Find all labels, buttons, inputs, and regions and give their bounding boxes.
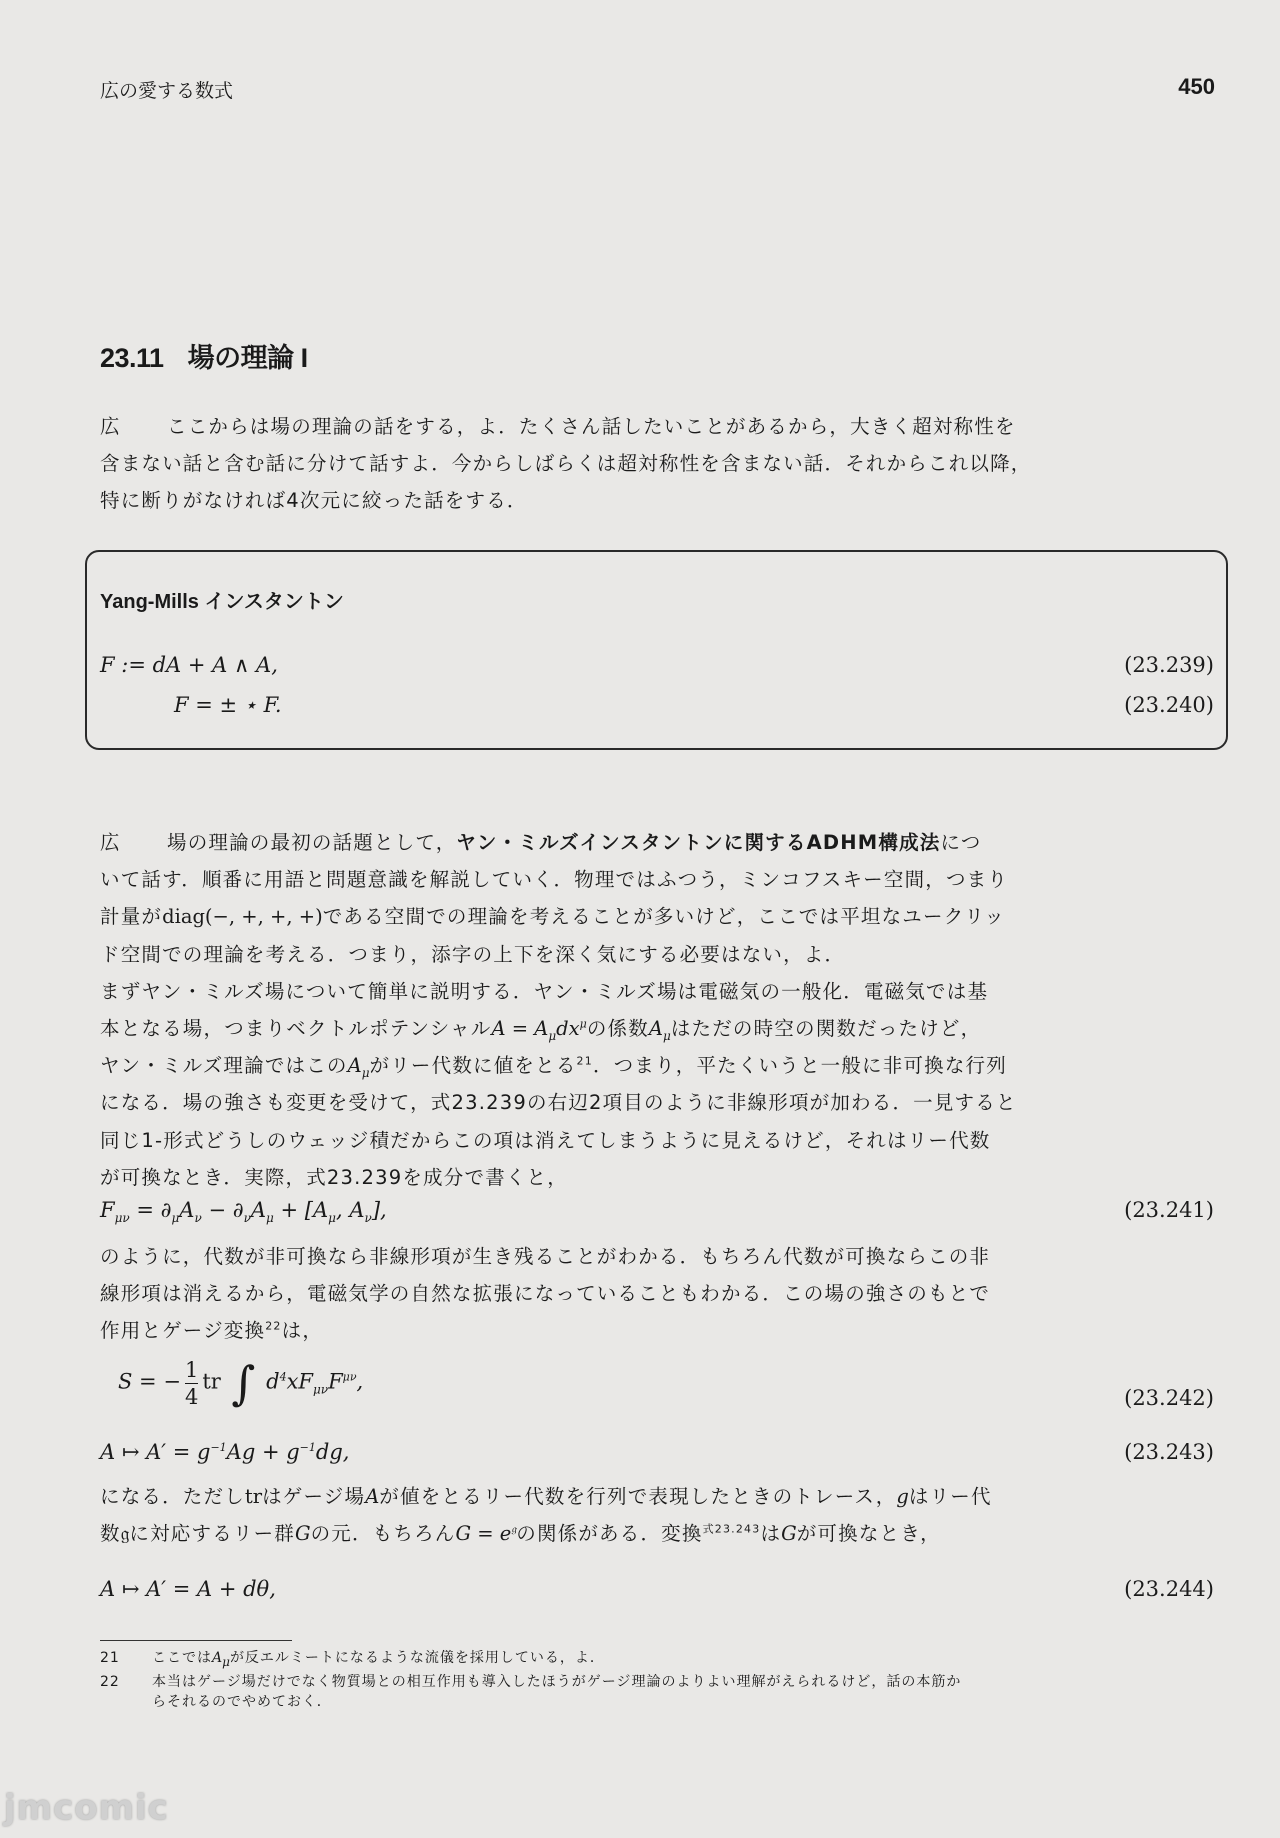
body-line-13: 作用とゲージ変換$^{22}$は， xyxy=(100,1319,324,1343)
section-title: 場の理論 I xyxy=(187,343,308,373)
intro-line-1: 広 ここからは場の理論の話をする，よ．たくさん話したいことがあるから，大きく超対称性を xyxy=(100,408,1030,445)
body-line-12: 線形項は消えるから，電磁気学の自然な拡張になっていることもわかる．この場の強さのもとで xyxy=(100,1282,991,1306)
equation-23-239: F := dA + A ∧ A, xyxy=(100,653,278,677)
section-number: 23.11 xyxy=(100,343,164,373)
equation-number-23-241: (23.241) xyxy=(1124,1198,1214,1222)
body-paragraph-2 xyxy=(100,1238,1030,1350)
watermark-logo: jmcomic xyxy=(4,1788,169,1828)
equation-23-241: $F_{\mu\nu} = \partial_\mu A_\nu - \partial_\nu A_\mu + [A_\mu$, $A_\nu$], xyxy=(100,1198,387,1226)
body-paragraph-3 xyxy=(100,1478,1030,1552)
footnote-ref-21[interactable]: 21 xyxy=(576,1054,593,1068)
body-line-9: 同じ1-形式どうしのウェッジ積だからこの項は消えてしまうように見えるけど，それはリー代数 xyxy=(100,1128,991,1152)
body-line-8: になる．場の強さも変更を受けて，式23.239の右辺2項目のように非線形項が加わる．一見すると xyxy=(100,1091,1017,1115)
equation-23-242: S = − $\frac{1}{4}$ tr ∫ $d^4xF_{\mu\nu}F^{\mu\nu}$, xyxy=(118,1356,364,1410)
adhm-emphasis: ヤン・ミルズインスタントンに関するADHM構成法 xyxy=(456,831,941,854)
equation-23-240: F = ± ⋆ F. xyxy=(174,693,282,717)
body-line-7: ヤン・ミルズ理論ではこの$A_\mu$がリー代数に値をとる$^{21}$．つまり，平たくいうと一般に非可換な行列 xyxy=(100,1054,1007,1081)
section-heading xyxy=(100,336,308,375)
page-number: 450 xyxy=(1178,74,1215,99)
body-line-2: いて話す．順番に用語と問題意識を解説していく．物理ではふつう，ミンコフスキー空間，つまり xyxy=(100,868,1009,892)
body-line-5: まずヤン・ミルズ場について簡単に説明する．ヤン・ミルズ場は電磁気の一般化．電磁気では基 xyxy=(100,979,989,1003)
body-line-1: 広 場の理論の最初の話題として，ヤン・ミルズインスタントンに関するADHM構成法につ xyxy=(100,824,1030,861)
footnote-22: 22 本当はゲージ場だけでなく物質場との相互作用も導入したほうがゲージ理論のよりよい理解がえられるけど，話の本筋か らそれるのでやめておく． xyxy=(100,1674,962,1710)
footnote-21: 21 ここでは$A_\mu$が反エルミートになるような流儀を採用している，よ． xyxy=(100,1650,605,1669)
body-line-6: 本となる場，つまりベクトルポテンシャル$A = A_\mu dx^\mu$の係数$A_\mu$はただの時空の関数だったけど， xyxy=(100,1017,982,1043)
running-title: 広の愛する数式 xyxy=(100,80,234,102)
equation-23-243: A ↦ $A' = g^{-1}Ag + g^{-1}dg$, xyxy=(100,1440,350,1464)
equation-number-23-240: (23.240) xyxy=(1124,693,1214,717)
body-line-11: のように，代数が非可換なら非線形項が生き残ることがわかる．もちろん代数が可換ならこの非 xyxy=(100,1245,991,1268)
equation-number-23-244: (23.244) xyxy=(1124,1577,1214,1601)
equation-ref-23-243[interactable]: 式23.243 xyxy=(702,1522,761,1536)
math-vector-potential: $A = A_\mu dx^\mu$ xyxy=(491,1017,587,1043)
body-line-14: になる．ただしtrはゲージ場Aが値をとるリー代数を行列で表現したときのトレース，gはリー代 xyxy=(100,1485,992,1508)
intro-line-2: 含まない話と含む話に分けて話すよ．今からしばらくは超対称性を含まない話．それからこれ以降， xyxy=(100,452,1032,476)
footnote-ref-22[interactable]: 22 xyxy=(265,1319,282,1333)
speaker-label: 広 xyxy=(100,415,121,438)
equation-number-23-242: (23.242) xyxy=(1124,1386,1214,1410)
intro-paragraph xyxy=(100,408,1030,520)
body-line-10: が可換なとき．実際，式23.239を成分で書くと， xyxy=(100,1165,568,1189)
body-line-4: ド空間での理論を考える．つまり，添字の上下を深く気にする必要はない，よ． xyxy=(100,942,846,966)
speaker-label: 広 xyxy=(100,831,121,854)
equation-23-244: A ↦ A′ = A + dθ, xyxy=(100,1577,276,1601)
body-line-3: 計量がdiag(−, +, +, +)である空間での理論を考えることが多いけど，ここでは平坦なユークリッ xyxy=(100,905,1006,929)
box-title: Yang-Mills インスタントン xyxy=(100,591,344,613)
equation-number-23-239: (23.239) xyxy=(1124,653,1214,677)
body-line-15: 数𝔤に対応するリー群Gの元．もちろん$G = e^𝔤$の関係がある．変換$^{式23.243}$はGが可換なとき， xyxy=(100,1522,941,1546)
equation-number-23-243: (23.243) xyxy=(1124,1440,1214,1464)
body-paragraph xyxy=(100,824,1030,1196)
metric-diag: diag(−, +, +, +) xyxy=(162,905,323,929)
intro-line-3: 特に断りがなければ4次元に絞った話をする． xyxy=(100,489,528,513)
footnote-divider xyxy=(100,1640,292,1641)
definition-box xyxy=(85,550,1228,750)
